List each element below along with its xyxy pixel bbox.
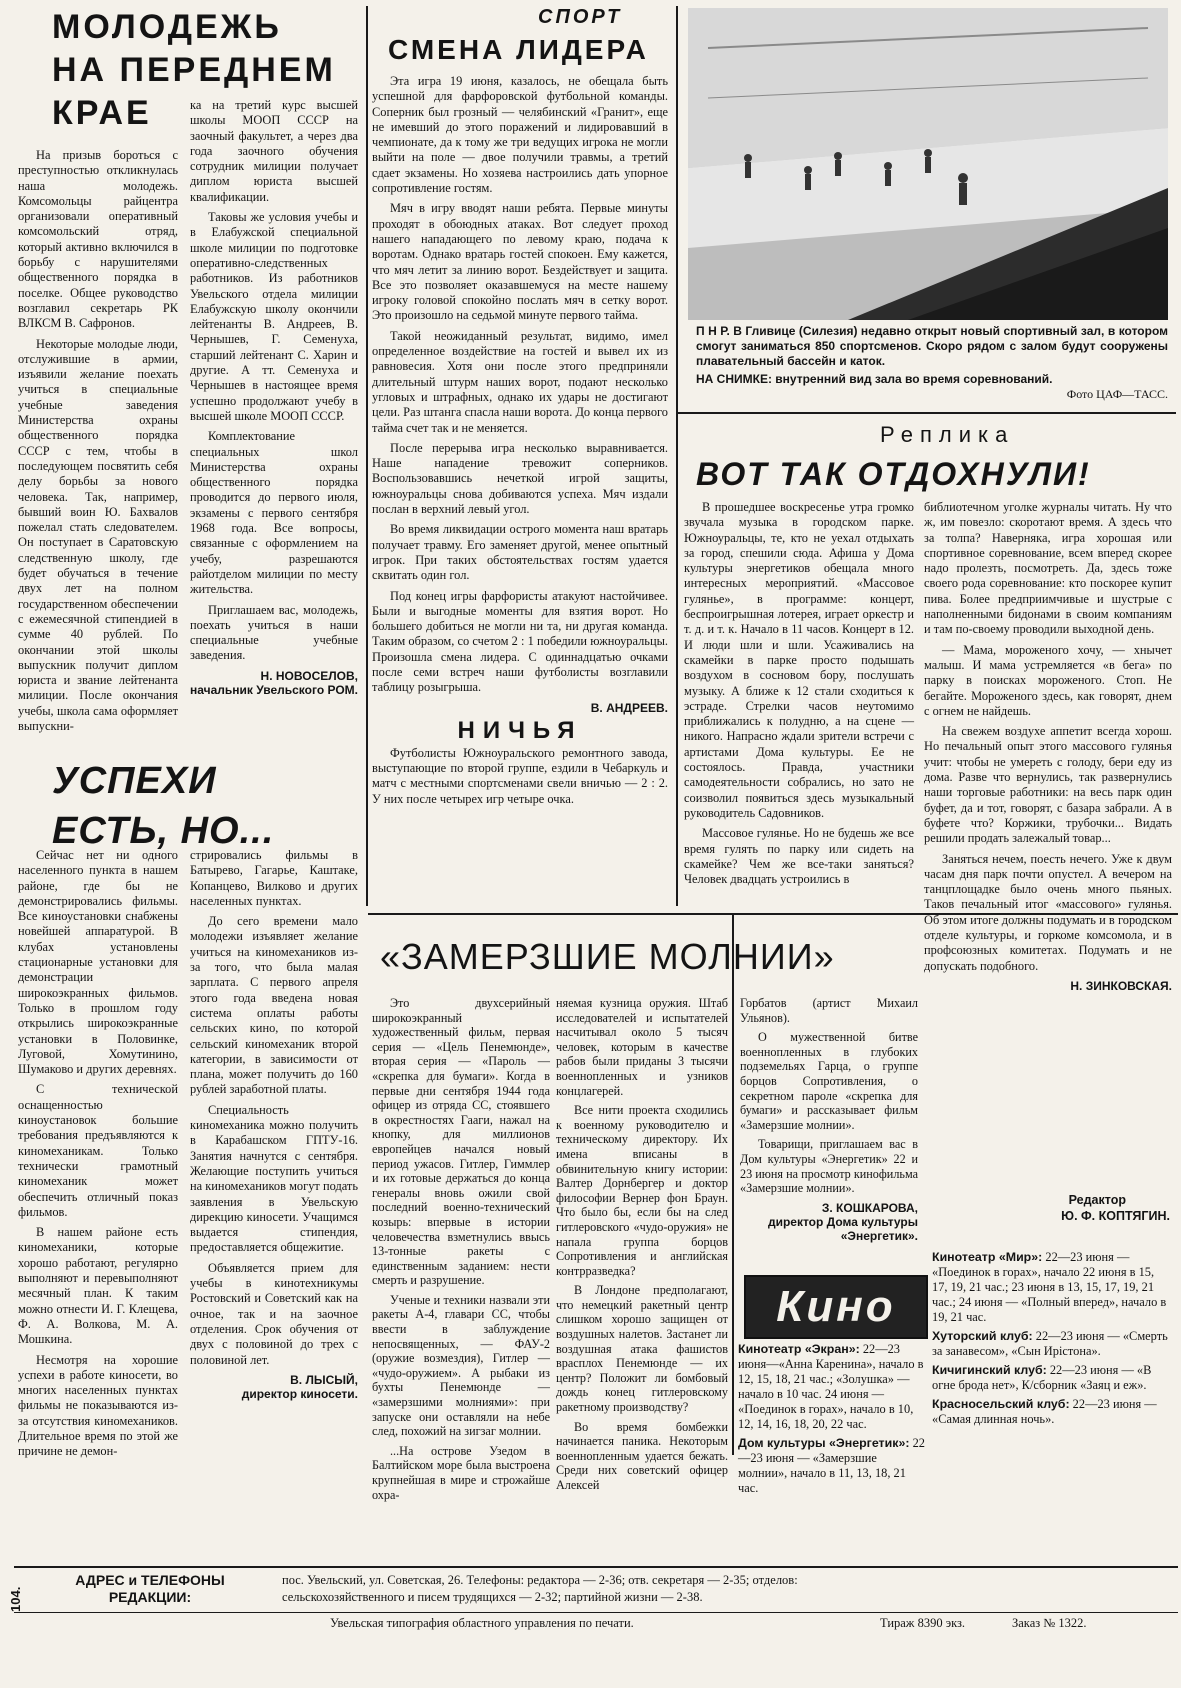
paragraph: Футболисты Южноуральского ремонтного завода, выступающие по второй группе, ездили в Чебаркуль и матч с местными спортсменами свели вничью — 2 : 2. У них после четырех игр четыре очка. [372,745,668,806]
article-title: «ЗАМЕРЗШИЕ МОЛНИИ» [380,936,835,977]
issue-number: 104. [8,1586,23,1612]
signature [190,1373,358,1401]
paragraph: Приглашаем вас, молодежь, поехать учиться в наши специальные учебные заведения. [190,602,358,663]
paragraph: ...На острове Узедом в Балтийском море была выстроена крупнейшая в мире и строжайше охра- [372,1443,550,1502]
paragraph: Таковы же условия учебы и в Елабужской специальной школе милиции по подготовке оперативно-следственных работников. Из работников Увельского отдела милиции Елабужскую школу окончили лейтенанты В. Андреев, В. Чернышев, Г. Семенуха, старший лейтенант С. Харин и другие. А тт. Семенуха и Чернышев в настоящее время успешно продолжают учебу в высшей школе МООП СССР. [190,210,358,423]
paragraph: Комплектование специальных школ Министерства охраны общественного порядка проводится до первого июля, экзамены с первого сентября 1968 года. Все вопросы, связанные с оформлением на учебу, разрешаются райотделом милиции по месту жительства. [190,429,358,597]
paragraph: стрировались фильмы в Батырево, Гагарье, Каштаке, Копанцево, Вилково и других населенных пунктах. [190,848,358,908]
signature: Н. ЗИНКОВСКАЯ. [1070,978,1172,993]
address-label-line: АДРЕС и ТЕЛЕФОНЫ [75,1572,225,1588]
footer-rule [14,1566,1178,1568]
paragraph: Объявляется прием для учебы в кинотехникумы Ростовский и Советский как на очное, так и на заочное отделения. Срок обучения от двух с половиной до трех с половиной лет. [190,1260,358,1367]
order-number: Заказ № 1322. [1012,1616,1087,1630]
article-column [924,500,1172,993]
sports-hall-photo [688,8,1168,320]
venue-name: Дом культуры «Энергетик»: [738,1436,910,1450]
venue-name: Кичигинский клуб: [932,1363,1047,1377]
listing-item [932,1363,1170,1393]
title-line: ЕСТЬ, НО... [52,810,275,852]
paragraph: библиотечном уголке журналы читать. Ну что ж, им повезло: скоротают время. А здесь что за толпа? Наверняка, игра хорошая или спортивное соревнование, всем вперед скорее надо пролезть, посмотреть. Да, здесь тоже своего рода соревнование: кто поскорее купит пива. Более предприимчивые и шустрые с наполненными бидонами в своим компаниям и там по-своему проводили выходной день. [924,500,1172,637]
photo-caption [696,324,1168,402]
column-rule [366,6,368,906]
article-title: СМЕНА ЛИДЕРА [388,34,649,65]
paragraph: Мяч в игру вводят наши ребята. Первые минуты проходят в обоюдных атаках. Вот следует проход нашего нападающего по левому краю, подача к воротам. Однако вратарь гостей спокоен. Ему кажется, что мяч летит за линию ворот. Бездействует и защита. Все это позволяет оказавшемуся на месте нашему игроку головой спокойно послать мяч в сетку ворот. Это произошло на седьмой минуте первого тайма. [372,201,668,323]
paragraph: Под конец игры фарфористы атакуют настойчивее. Были и выгодные моменты для взятия ворот. Но большего добиться не могли ни та, ни другая команда. Таким образом, со счетом 2 : 1 победили южноуральцы. Произошла смена лидера. С одиннадцатью очками после семи встреч наши футболисты возглавили таблицу розыгрыша. [372,588,668,695]
paragraph: няемая кузница оружия. Штаб исследователей и испытателей насчитывал около 5 тысяч человек, которым в качестве рабов были приданы 3 тысячи военнопленных и узников концлагерей. [556,996,728,1098]
listing-item [738,1342,926,1432]
address-text [282,1572,1172,1606]
paragraph: До сего времени мало молодежи изъявляет желание учиться на киномехаников из-за того, что была малая зарплата. С первого апреля этого года введена новая система оплаты работы сельских кино, по которой сельский киномеханик второй категории, в зависимости от плана, может получить до 160 рублей заработной платы. [190,914,358,1097]
listing-item [932,1329,1170,1359]
title-line: УСПЕХИ [52,760,217,802]
address-line: пос. Увельский, ул. Советская, 26. Телефоны: редактора — 2-36; отв. секретаря — 2-35; отделов: [282,1573,798,1587]
caption-text: НА СНИМКЕ: внутренний вид зала во время соревнований. [696,372,1053,386]
title-line: МОЛОДЕЖЬ [52,8,282,46]
article-title [52,756,274,856]
caption-text: П Н Р. В Гливице (Силезия) недавно открыт новый спортивный зал, в котором смогут заниматься 850 спортсменов. Скоро рядом с залом будут сооружены плавательный бассейн и каток. [696,324,1168,368]
signature [190,669,358,697]
editor-block [930,1192,1170,1224]
listing-item [932,1250,1170,1325]
editor-name: Ю. Ф. КОПТЯГИН. [1061,1209,1170,1223]
signature-position: начальник Увельского РОМ. [190,682,358,697]
paragraph: — Мама, мороженого хочу, — хнычет малыш. И мама устремляется «в бега» по парку в поисках мороженого. Стоп. Не бегайте. Мороженого здесь, как говорят, днем с огнем не найдешь. [924,642,1172,718]
signature-name: З. КОШКАРОВА, [821,1200,918,1215]
rubric-label: Реплика [880,422,1015,447]
article-column [18,148,178,739]
address-label [30,1572,270,1606]
cinema-listing [738,1342,926,1500]
signature [740,1201,918,1243]
paragraph: С технической оснащенностью киноустановок большие требования предъявляются к киномеханикам. Только технически грамотный киномеханик может обеспечить отличный показ фильмов. [18,1082,178,1219]
paragraph: На призыв бороться с преступностью откликнулась наша молодежь. Комсомольцы райцентра организовали оперативный комсомольский отряд, который активно включился в борьбу с нарушителями общественного порядка в поселке. Общее руководство возглавил секретарь РК ВЛКСМ В. Сафронов. [18,148,178,331]
footer-rule [14,1612,1178,1613]
venue-name: Кинотеатр «Мир»: [932,1250,1043,1264]
address-label-line: РЕДАКЦИИ: [108,1589,192,1605]
paragraph: В прошедшее воскресенье утра громко звучала музыка в городском парке. Южноуральцы, те, кто не уехал отдыхать за город, спешили сюда. Афиша у Дома культуры энергетиков обещала много интересных мероприятий. «Массовое гулянье», в программе: концерт, беспроигрышная лотерея, играет оркестр и т. д. и т. к. Начало в 11 часов. Концерт в 12. И люди шли и шли. Усаживались на скамейки в парке просто подышать воздухом в сосновом бору, послушать музыку. А ближе к 12 стали сходиться к эстраде. Стрелки часов неутомимо приближались к полудню, а на сцене — никого. Напрасно ждали зрители встречи с артистами Дома культуры. Ее не состоялось. Правда, участники самодеятельности собрались, но зато не соизволил появиться здесь музыкальный руководитель Садовников. [684,500,914,820]
paragraph: ка на третий курс высшей школы МООП СССР на заочный факультет, а через два года заочного обучения сотрудник милиции получает диплом юриста высшей квалификации. [190,98,358,204]
signature-position: директор киносети. [241,1386,358,1401]
venue-name: Хуторский клуб: [932,1329,1033,1343]
listing-text: 22—23 июня — «Самая длинная ночь». [932,1397,1157,1426]
article-column [740,996,918,1243]
paragraph: Специальность киномеханика можно получить в Карабашском ГПТУ-16. Занятия начнутся с сентября. Желающие поступить учиться на киномехаников могут подать заявления в Увельскую дирекцию киносети. Учащимся выдается стипендия, предоставляется общежитие. [190,1102,358,1255]
listing-item [738,1436,926,1496]
paragraph: После перерыва игра несколько выравнивается. Наше нападение тревожит соперников. Воспользовавшись нечеткой игрой защиты, южноуральцы снова добиваются успеха. Мяч издали послан в верхний левый угол. [372,440,668,517]
paragraph: В нашем районе есть киномеханики, которые хорошо работают, регулярно выполняют и перевыполняют месячный план. К таким можно отнести И. Г. Клещева, Ф. А. Волкова, М. А. Мошкина. [18,1225,178,1347]
paragraph: Горбатов (артист Михаил Ульянов). [740,996,918,1025]
sub-article-title: НИЧЬЯ [457,716,583,744]
paragraph: О мужественной битве военнопленных в глубоких подземельях Гарца, о группе борцов Сопротивления, о секретном пароле «скрепка для бумаги» и рассказывает фильм «Замерзшие молнии». [740,1030,918,1132]
title-line: НА ПЕРЕДНЕМ [52,51,336,89]
listing-text: 22—23 июня — «Поединок в горах», начало 22 июня в 15, 17, 19, 21 час.; 23 июня в 13, 15, 17, 19, 21 час.; 24 июня — «Полный вперед», начало в 19, 21 час. [932,1250,1167,1324]
signature: В. АНДРЕЕВ. [590,700,668,715]
listing-item [932,1397,1170,1427]
article-column [684,500,914,892]
article-column [372,996,550,1507]
paragraph: Сейчас нет ни одного населенного пункта в нашем районе, где бы не демонстрировались фильмы. Все киноустановки снабжены новейшей аппаратурой. В клубах установлены стационарные установки для демонстрации широкоэкранных фильмов. Только в прошлом году открылись широкоэкранные установки в Половинке, Луговой, Хомутинино, Шумаково и других деревнях. [18,848,178,1077]
paragraph: Несмотря на хорошие успехи в работе киносети, во многих населенных пунктах фильмы не показываются из-за отсутствия киномехаников. Длительное время по этой же причине не демон- [18,1352,178,1459]
paragraph: Массовое гулянье. Но не будешь же все время гулять по парку или сидеть на скамейке? Чем же все-таки заняться? Человек двадцать устроились в [684,826,914,887]
paragraph: Ученые и техники назвали эти ракеты А-4, главари СС, чтобы ввести в заблуждение непосвященных, — ФАУ-2 (оружие возмездия), Гитлер — «чудо-оружием». А рыбаки из бухты Пенемюнде — «замерзшими молниями»: при запуске они оставляли на небе след, похожий на зигзаг молнии. [372,1292,550,1439]
signature-position: директор Дома культуры «Энергетик». [767,1214,918,1243]
listing-text: 22—23 июня — «Смерть за занавесом», «Сын Ирістона». [932,1329,1168,1358]
paragraph: Заняться нечем, поесть нечего. Уже к двум часам дня парк почти опустел. А вечером на танцплощадке было очень много пьяных. Таков печальный итог «массового» гулянья. Об этом итоге должны подумать и в городском отделе культуры, и горкоме комсомола, и в профсоюзных комитетах. Подумать и не допускать подобного. [924,851,1172,973]
venue-name: Красносельский клуб: [932,1397,1070,1411]
address-line: сельскохозяйственного и писем трудящихся — 2-32; партийной жизни — 2-38. [282,1590,703,1604]
kino-logo: Кино [744,1275,928,1339]
listing-text: 22—23 июня — «В огне брода нет», К/сборник «Заяц и еж». [932,1363,1152,1392]
signature-name: Н. НОВОСЕЛОВ, [260,668,358,683]
article-column [18,848,178,1465]
article-column [190,848,358,1401]
listing-text: 22—23 июня — «Замерзшие молнии», начало в 11, 13, 18, 21 час. [738,1436,925,1495]
paragraph: Некоторые молодые люди, отслужившие в армии, изъявили желание поехать учиться в специальные учебные заведения Министерства охраны общественного порядка СССР с тем, чтобы в последующем посвятить себя делу борьбы за нового человека. Так, например, бывший воин Ю. Бахвалов пожелал стать следователем. Он поступает в Саратовскую следственную школу, где будет обучаться в течение двух лет на полном государственном обеспечении с ежемесячной стипендией в сумме 40 рублей. По окончании этой школы выпускник получит диплом юриста и звание лейтенанта милиции. После окончания учебы, школа сама оформляет выпускни- [18,336,178,733]
circulation: Тираж 8390 экз. [880,1616,966,1630]
paragraph: В Лондоне предполагают, что немецкий ракетный центр слишком хорошо защищен от воздушных налетов. Застанет ли воздушная атака фашистов врасплох Пенемюнде — их центр? Положит ли бомбовый дождь конец гитлеровскому ракетному производству? [556,1283,728,1415]
paragraph: Во время бомбежки начинается паника. Некоторым военнопленным удается бежать. Среди них советский офицер Алексей [556,1419,728,1492]
paragraph: Эта игра 19 июня, казалось, не обещала быть успешной для фарфоровской футбольной команды. Соперник был грозный — челябинский «Гранит», еще не имевший до этого поражений и лидировавший в чемпионате, да к тому же три ведущих игрока не могли выйти на поле — двое получили травмы, а третий сдает экзамены. Но хозяева настроились дать упорное сопротивление гостям. [372,74,668,196]
paragraph: Это двухсерийный широкоэкранный художественный фильм, первая серия — «Цель Пенемюнде», вторая серия — «Пароль — «скрепка для бумаги». Когда в первые дни сентября 1944 года офицер из отряда СС, стоявшего в окрестностях Гааги, нажал на кнопку, для миллионов европейцев начался новый период ужасов. Гитлер, Гиммлер и их готовые держаться до конца генералы вновь ожили свой последний военно-технический козырь: впервые в истории человечества взметнулись ввысь 13-тонные ракеты с единственным заданием: нести смерть и разрушение. [372,996,550,1288]
paragraph: Все нити проекта сходились к военному руководителю и техническому директору. Их имена вписаны в обвинительную книгу истории: Валтер Дорнбергер и доктор философии Вернер фон Браун. Что было бы, если бы на след гитлеровского «чудо-оружия» не напала группа борцов Сопротивления и английская контрразведка? [556,1103,728,1278]
paragraph: Такой неожиданный результат, видимо, имел определенное воздействие на гостей и вывел их из равновесия. Хотя они после этого предприняли длительный штурм наших ворот, подают несколько угловых и штрафных, однако их удары не достигают цели. Раз штанга спасла наши ворота. До конца первого тайма счет так и не меняется. [372,328,668,435]
title-line: КРАЕ [52,94,152,132]
article-column [556,996,728,1498]
column-rule [732,915,734,1455]
cinema-listing [932,1250,1170,1431]
article-column [190,98,358,697]
signature-name: В. ЛЫСЫЙ, [290,1372,358,1387]
article-title: ВОТ ТАК ОТДОХНУЛИ! [696,456,1091,492]
photo-credit: Фото ЦАФ—ТАСС. [1066,387,1168,401]
paragraph: На свежем воздухе аппетит всегда хорош. Но печальный опыт этого массового гулянья учит: чтобы не умереть с голоду, бери еду из дома. Разве что вернулись, так развернулись наши торговые работники: на весь парк один буфет, да и тот, говорят, с базара забрали. А в буфете что? Коржики, трубочки... Видать решили продать залежалый товар... [924,724,1172,846]
printer-info: Увельская типография областного управления по печати. [330,1616,634,1630]
paragraph: Во время ликвидации острого момента наш вратарь получает травму. Его заменяет другой, менее опытный игрок. При таких обстоятельствах гостям удается сквитать один гол. [372,522,668,583]
column-rule [676,6,678,906]
rubric-label: СПОРТ [538,6,623,28]
paragraph: Товарищи, приглашаем вас в Дом культуры «Энергетик» 22 и 23 июня на просмотр кинофильма «Замерзшие молнии». [740,1137,918,1196]
editor-label: Редактор [1068,1193,1126,1207]
venue-name: Кинотеатр «Экран»: [738,1342,860,1356]
horizontal-rule [676,412,1176,414]
article-column [372,74,668,812]
photo-illustration [688,8,1168,320]
listing-text: 22—23 июня—«Анна Каренина», начало в 12, 15, 18, 21 час.; «Золушка» — начало в 10 час. 24 июня — «Поединок в горах», начало в 10, 12, 14, 16, 18, 20, 22 час. [738,1342,924,1431]
